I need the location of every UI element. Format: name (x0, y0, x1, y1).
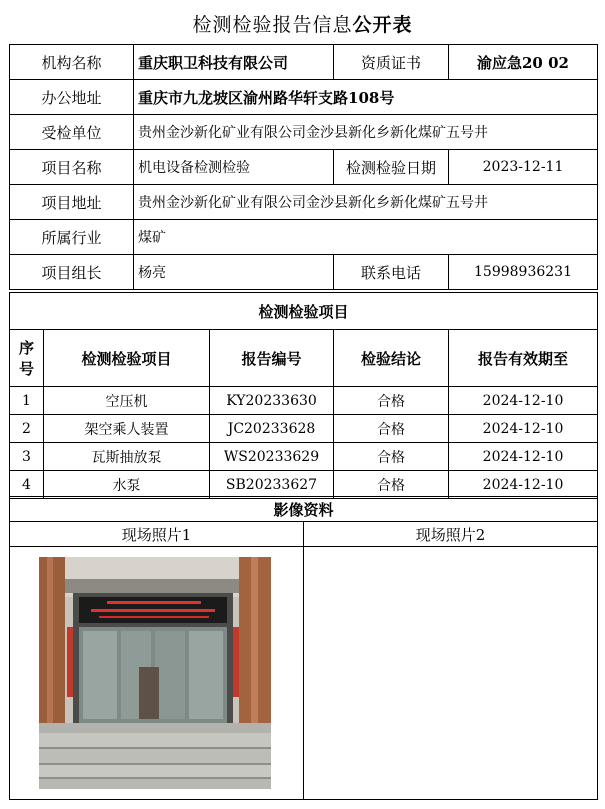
row-seq: 4 (10, 471, 44, 499)
photo2-label: 现场照片2 (304, 522, 598, 547)
table-row (10, 443, 598, 471)
org-value: 重庆职卫科技有限公司 (134, 45, 334, 80)
phone-label: 联系电话 (334, 255, 449, 290)
row-conclusion: 合格 (334, 471, 449, 499)
building-entrance-image (39, 557, 271, 789)
col-seq-header: 序号 (10, 330, 44, 387)
row-valid-until: 2024-12-10 (449, 387, 598, 415)
cert-label: 资质证书 (334, 45, 449, 80)
date-value: 2023-12-11 (449, 150, 598, 185)
leader-value: 杨亮 (134, 255, 334, 290)
page-title: 检测检验报告信息公开表 (192, 14, 413, 36)
info-table (9, 44, 598, 290)
leader-label: 项目组长 (10, 255, 134, 290)
phone-value: 15998936231 (449, 255, 598, 290)
industry-value: 煤矿 (134, 220, 598, 255)
row-report-no: WS20233629 (210, 443, 334, 471)
addr-value: 重庆市九龙坡区渝州路华轩支路108号 (134, 80, 598, 115)
media-section-title: 影像资料 (10, 497, 598, 522)
client-value: 贵州金沙新化矿业有限公司金沙县新化乡新化煤矿五号井 (134, 115, 598, 150)
table-row (10, 387, 598, 415)
col-report-header: 报告编号 (210, 330, 334, 387)
cert-value: 渝应急20 02 (449, 45, 598, 80)
row-conclusion: 合格 (334, 387, 449, 415)
site-photo-1 (39, 557, 271, 789)
project-label: 项目名称 (10, 150, 134, 185)
row-seq: 3 (10, 443, 44, 471)
client-label: 受检单位 (10, 115, 134, 150)
table-row (10, 471, 598, 499)
row-valid-until: 2024-12-10 (449, 443, 598, 471)
photo1-label: 现场照片1 (10, 522, 304, 547)
table-row (10, 415, 598, 443)
row-item: 架空乘人装置 (44, 415, 210, 443)
row-valid-until: 2024-12-10 (449, 415, 598, 443)
industry-label: 所属行业 (10, 220, 134, 255)
row-item: 瓦斯抽放泵 (44, 443, 210, 471)
row-seq: 1 (10, 387, 44, 415)
row-item: 空压机 (44, 387, 210, 415)
addr-label: 办公地址 (10, 80, 134, 115)
items-section-title: 检测检验项目 (10, 293, 598, 330)
row-report-no: KY20233630 (210, 387, 334, 415)
org-label: 机构名称 (10, 45, 134, 80)
col-conclusion-header: 检验结论 (334, 330, 449, 387)
row-valid-until: 2024-12-10 (449, 471, 598, 499)
col-valid-header: 报告有效期至 (449, 330, 598, 387)
row-report-no: SB20233627 (210, 471, 334, 499)
project-value: 机电设备检测检验 (134, 150, 334, 185)
row-report-no: JC20233628 (210, 415, 334, 443)
photo2-cell (304, 547, 598, 800)
items-table (9, 292, 598, 499)
date-label: 检测检验日期 (334, 150, 449, 185)
row-item: 水泵 (44, 471, 210, 499)
col-item-header: 检测检验项目 (44, 330, 210, 387)
site-label: 项目地址 (10, 185, 134, 220)
site-value: 贵州金沙新化矿业有限公司金沙县新化乡新化煤矿五号井 (134, 185, 598, 220)
row-conclusion: 合格 (334, 443, 449, 471)
row-seq: 2 (10, 415, 44, 443)
row-conclusion: 合格 (334, 415, 449, 443)
